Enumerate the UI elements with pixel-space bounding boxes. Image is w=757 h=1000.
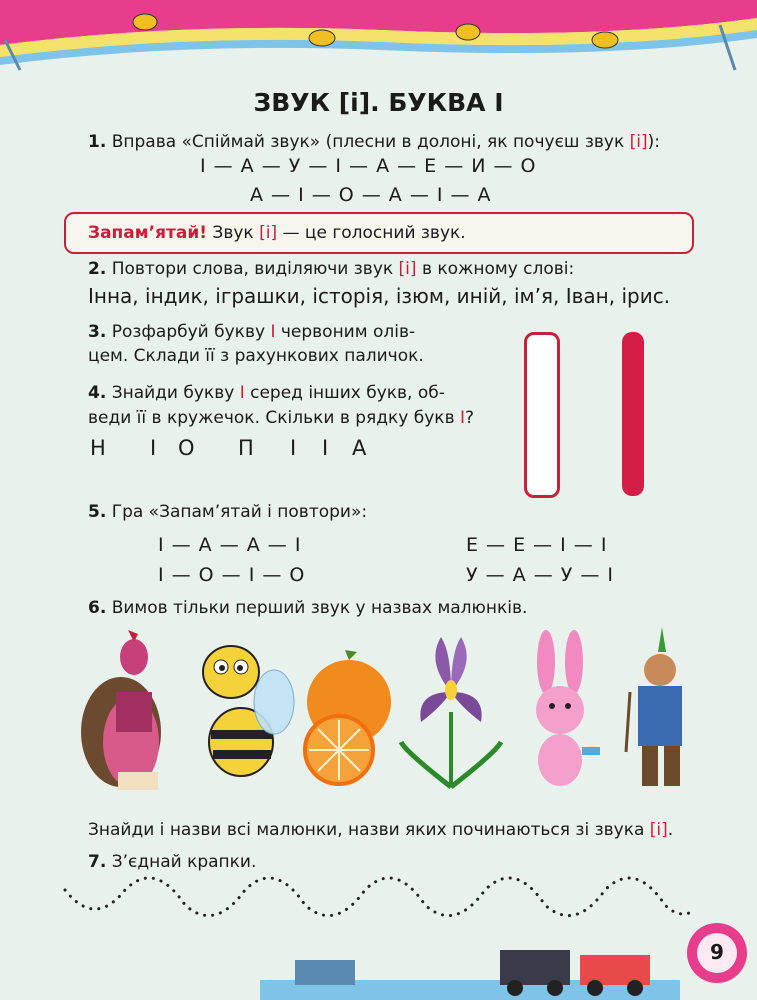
- turkey-icon[interactable]: [76, 622, 176, 792]
- sound-sequence-2: А — І — О — А — І — А: [250, 184, 492, 206]
- page-number: 9: [710, 940, 724, 964]
- exercise-text: З’єднай крапки.: [106, 852, 257, 872]
- page-title: ЗВУК [і]. БУКВА І: [253, 88, 504, 117]
- exercise-number: 4.: [88, 383, 107, 403]
- exercise-text: Повтори слова, виділяючи звук: [111, 259, 399, 279]
- exercise-text-post: червоним олів-: [275, 322, 416, 342]
- remember-pre: Звук: [207, 223, 260, 243]
- bee-icon[interactable]: [186, 622, 296, 792]
- letter-filled-stick: [622, 332, 644, 496]
- exercise-3-line-2: цем. Склади її з рахункових паличок.: [88, 346, 424, 366]
- letter-item[interactable]: А: [352, 436, 367, 460]
- exercise-6: [88, 598, 527, 618]
- sound-highlight: [і]: [398, 259, 417, 279]
- exercise-5: [88, 502, 367, 522]
- find-pictures-instruction: [88, 820, 673, 840]
- exercise-4-line-2: [88, 408, 474, 428]
- sound-highlight: [і]: [649, 820, 668, 840]
- exercise-number: 7.: [88, 852, 107, 872]
- exercise-number: 2.: [88, 259, 107, 279]
- letter-item[interactable]: І: [290, 436, 297, 460]
- exercise-text-tail: ?: [465, 408, 475, 428]
- letter-item[interactable]: П: [238, 436, 254, 460]
- exercise-2: [88, 259, 574, 279]
- instruction-text: Знайди і назви всі малюнки, назви яких починаються зі звука: [88, 820, 650, 840]
- exercise-text: Розфарбуй букву: [106, 322, 271, 342]
- letter-item[interactable]: І: [322, 436, 329, 460]
- iris-icon[interactable]: [396, 622, 506, 792]
- sound-highlight: [і]: [259, 223, 278, 243]
- dotted-wave-line[interactable]: [60, 870, 700, 930]
- exercise-4: [88, 383, 445, 403]
- sequence-left-1: І — А — А — І: [158, 534, 302, 556]
- picture-row: [76, 622, 696, 792]
- exercise-7: [88, 852, 256, 872]
- exercise-3: [88, 322, 415, 342]
- exercise-number: 3.: [88, 322, 107, 342]
- exercise-1: [88, 132, 660, 152]
- exercise-text: Вправа «Спіймай звук» (плесни в долоні, як почуєш звук: [111, 132, 630, 152]
- exercise-number: 6.: [88, 598, 107, 618]
- remember-post: — це голосний звук.: [277, 223, 466, 243]
- instruction-tail: .: [667, 820, 674, 840]
- exercise-text: Знайди букву: [106, 383, 240, 403]
- remember-label: Запам’ятай!: [88, 223, 208, 243]
- orange-icon[interactable]: [301, 622, 391, 792]
- train-decoration: [260, 930, 680, 1000]
- remember-box: [64, 212, 694, 254]
- indian-icon[interactable]: [616, 622, 696, 792]
- exercise-text: веди її в кружечок. Скільки в рядку букв: [88, 408, 460, 428]
- top-banner: [0, 0, 757, 80]
- sequence-left-2: І — О — І — О: [158, 564, 306, 586]
- exercise-number: 5.: [88, 502, 107, 522]
- sequence-right-2: У — А — У — І: [466, 564, 614, 586]
- exercise-text: Вимов тільки перший звук у назвах малюнків.: [106, 598, 528, 618]
- exercise-text-tail: в кожному слові:: [416, 259, 575, 279]
- sound-highlight: [і]: [629, 132, 648, 152]
- letter-highlight: І: [460, 408, 466, 428]
- exercise-text: Гра «Запам’ятай і повтори»:: [106, 502, 368, 522]
- letter-item[interactable]: О: [178, 436, 195, 460]
- exercise-number: 1.: [88, 132, 107, 152]
- letter-item[interactable]: І: [150, 436, 157, 460]
- letter-highlight: І: [239, 383, 245, 403]
- letter-item[interactable]: Н: [90, 436, 106, 460]
- exercise-text-post: серед інших букв, об-: [244, 383, 445, 403]
- letter-outline-stick[interactable]: [524, 332, 560, 498]
- exercise-text-tail: ):: [647, 132, 661, 152]
- letter-highlight: І: [270, 322, 276, 342]
- sound-sequence-1: І — А — У — І — А — Е — И — О: [200, 155, 537, 177]
- word-list: Інна, індик, іграшки, історія, ізюм, иній, ім’я, Іван, ірис.: [88, 284, 671, 308]
- sequence-right-1: Е — Е — І — І: [466, 534, 608, 556]
- toy-bunny-icon[interactable]: [514, 622, 604, 792]
